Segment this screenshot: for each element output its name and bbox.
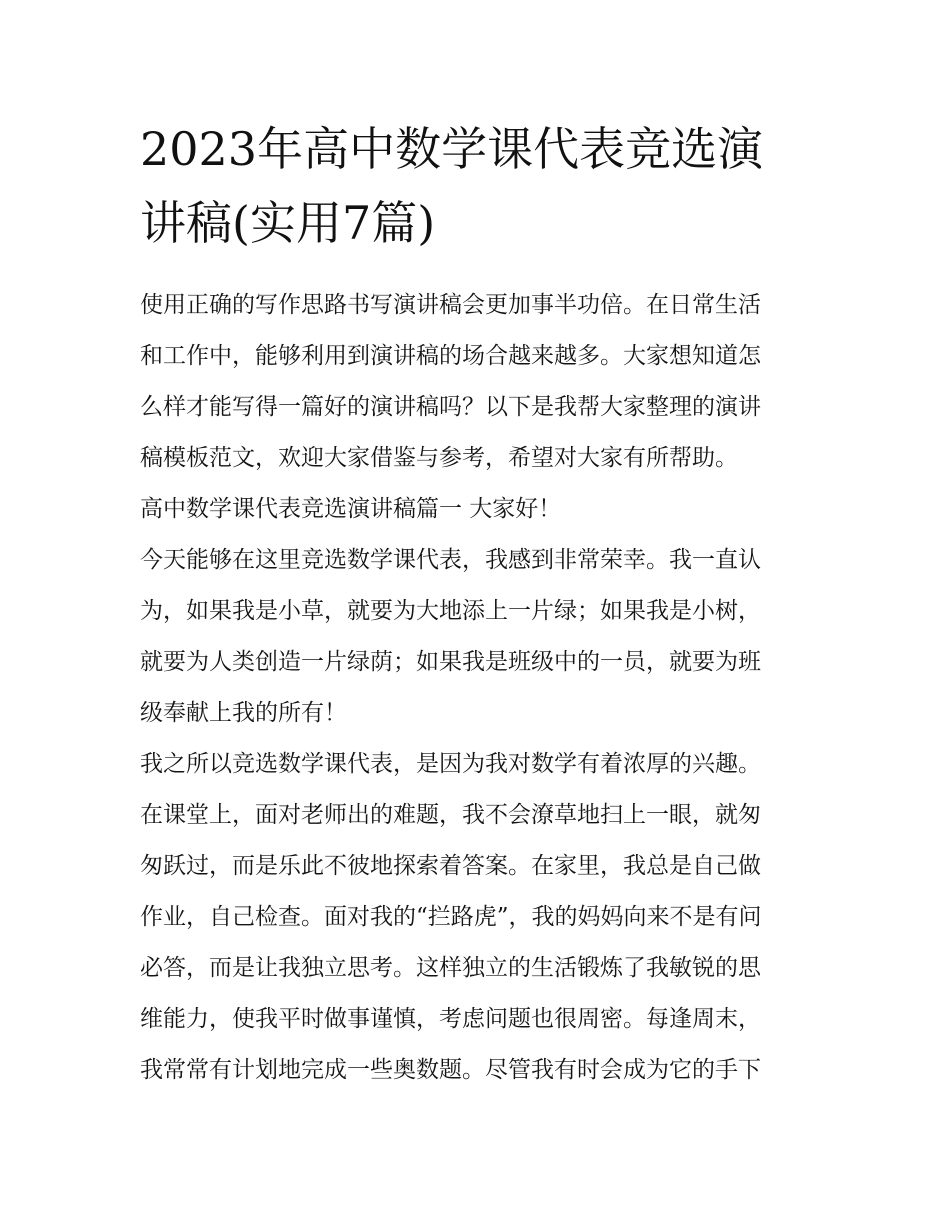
body-line: 我常常有计划地完成一些奥数题。尽管我有时会成为它的手下 xyxy=(140,1057,761,1083)
body-line: 稿模板范文，欢迎大家借鉴与参考，希望对大家有所帮助。 xyxy=(140,445,738,471)
body-line: 么样才能写得一篇好的演讲稿吗？以下是我帮大家整理的演讲 xyxy=(140,394,761,420)
body-line: 在课堂上，面对老师出的难题，我不会潦草地扫上一眼，就匆 xyxy=(140,802,761,828)
body-line: 必答，而是让我独立思考。这样独立的生活锻炼了我敏锐的思 xyxy=(140,955,761,981)
body-line: 级奉献上我的所有！ xyxy=(140,700,347,726)
document-title xyxy=(140,112,820,260)
body-line: 我之所以竞选数学课代表，是因为我对数学有着浓厚的兴趣。 xyxy=(140,751,761,777)
section-heading-line: 高中数学课代表竞选演讲稿篇一 大家好！ xyxy=(140,496,562,522)
body-line: 匆跃过，而是乐此不彼地探索着答案。在家里，我总是自己做 xyxy=(140,853,761,879)
body-line: 今天能够在这里竞选数学课代表，我感到非常荣幸。我一直认 xyxy=(140,547,761,573)
document-body xyxy=(140,280,820,1096)
body-line: 使用正确的写作思路书写演讲稿会更加事半功倍。在日常生活 xyxy=(140,292,761,318)
body-line: 为，如果我是小草，就要为大地添上一片绿；如果我是小树， xyxy=(140,598,761,624)
body-line: 就要为人类创造一片绿荫；如果我是班级中的一员，就要为班 xyxy=(140,649,761,675)
body-line: 和工作中，能够利用到演讲稿的场合越来越多。大家想知道怎 xyxy=(140,343,761,369)
body-line: 维能力，使我平时做事谨慎，考虑问题也很周密。每逢周末， xyxy=(140,1006,761,1032)
title-line-2: 讲稿(实用7篇) xyxy=(140,196,436,250)
body-line: 作业，自己检查。面对我的“拦路虎”，我的妈妈向来不是有问 xyxy=(140,904,762,930)
title-line-1: 2023年高中数学课代表竞选演 xyxy=(140,122,764,176)
